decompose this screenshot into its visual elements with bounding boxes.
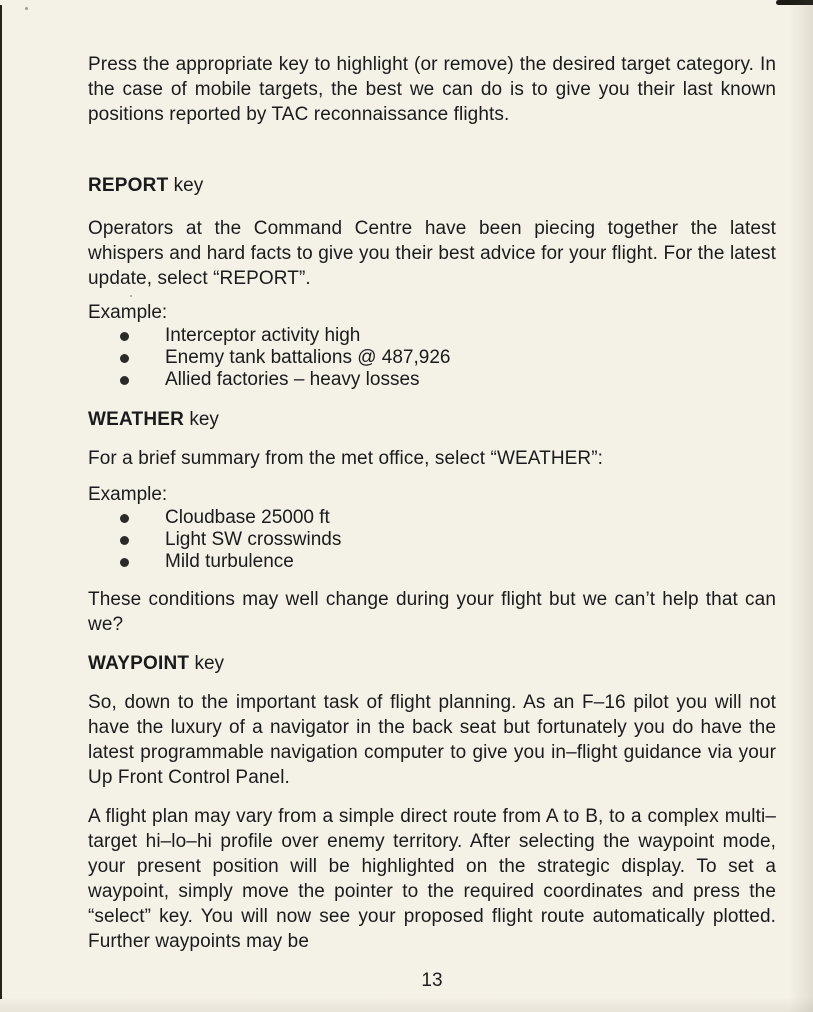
weather-paragraph: For a brief summary from the met office, select “WEATHER”: (88, 448, 604, 469)
list-item (88, 507, 776, 529)
heading-keyword: REPORT (88, 175, 169, 196)
report-paragraph: Operators at the Command Centre have been piecing together the latest whispers and hard facts to give you their best advice for your flight. For the latest update, select “REPORT”. (88, 218, 776, 289)
weather-example (88, 483, 776, 573)
weather-footnote: These conditions may well change during your flight but we can’t help that can we? (88, 589, 776, 635)
section-heading-report (88, 173, 776, 198)
heading-suffix: key (184, 409, 219, 430)
bullet-label: Interceptor activity high (165, 325, 361, 346)
bullet-label: Mild turbulence (165, 551, 294, 572)
heading-suffix: key (189, 653, 225, 674)
bullet-icon (120, 514, 129, 523)
bullet-icon (120, 536, 129, 545)
bullet-label: Allied factories – heavy losses (165, 369, 420, 390)
list-item (88, 551, 776, 573)
section-heading-waypoint (88, 651, 776, 676)
waypoint-paragraph-2: A flight plan may vary from a simple direct route from A to B, to a complex multi–target hi–lo–hi profile over enemy territory. After selecting the waypoint mode, your present position will be highlighted on the strategic display. To set a waypoint, simply move the pointer to the required coordinates and press the “select” key. You will now see your proposed flight route automatically plotted. Further waypoints may be (88, 806, 776, 952)
list-item (88, 369, 776, 391)
scan-shadow-bottom (0, 998, 813, 1012)
heading-keyword: WAYPOINT (88, 653, 190, 674)
section-heading-weather (88, 407, 776, 432)
list-item (88, 347, 776, 369)
bullet-icon (120, 376, 129, 385)
heading-keyword: WEATHER (88, 409, 185, 430)
bullet-label: Enemy tank battalions @ 487,926 (165, 347, 451, 368)
waypoint-paragraph-1: So, down to the important task of flight planning. As an F–16 pilot you will not have the luxury of a navigator in the back seat but fortunately you do have the latest programmable navigation computer to give you in–flight guidance via your Up Front Control Panel. (88, 692, 776, 788)
intro-paragraph: Press the appropriate key to highlight (or remove) the desired target category. In the case of mobile targets, the best we can do is to give you their last known positions reported by TAC reconnaissance flights. (88, 54, 776, 125)
bullet-icon (120, 332, 129, 341)
heading-suffix: key (168, 175, 204, 196)
page-number: 13 (421, 970, 443, 991)
list-item (88, 325, 776, 347)
bullet-label: Light SW crosswinds (165, 529, 342, 550)
bullet-label: Cloudbase 25000 ft (165, 507, 330, 528)
bullet-icon (120, 558, 129, 567)
report-example (88, 301, 776, 391)
example-label: Example: (88, 302, 168, 323)
bullet-icon (120, 354, 129, 363)
example-label: Example: (88, 484, 168, 505)
list-item (88, 529, 776, 551)
